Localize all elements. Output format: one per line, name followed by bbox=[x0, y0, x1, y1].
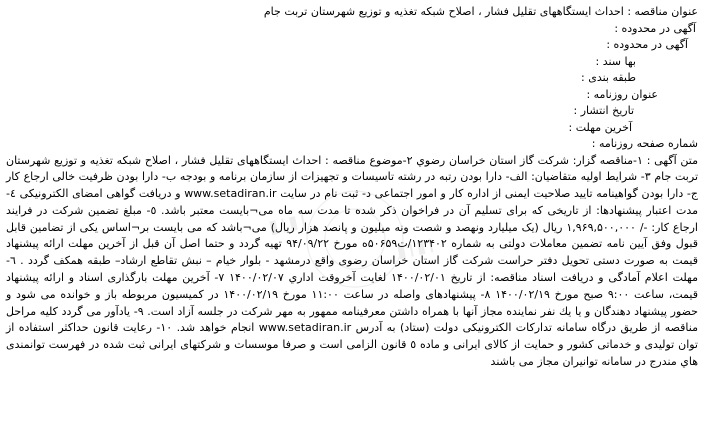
tender-title-row bbox=[6, 4, 698, 21]
tender-title-value: احداث ایستگاههای تقلیل فشار ، اصلاح شبکه تغذیه و توزیع شهرستان تربت جام bbox=[263, 5, 624, 18]
newspaper-title-row bbox=[6, 87, 698, 104]
newspaper-page-row bbox=[6, 136, 698, 153]
document-price-label: بها سند : bbox=[595, 54, 636, 68]
notice-body-label: متن آگهی : bbox=[646, 153, 698, 167]
ad-scope-row-2 bbox=[6, 37, 698, 54]
deadline-label: آخرین مهلت : bbox=[568, 120, 632, 134]
ad-scope-row-1 bbox=[6, 21, 698, 38]
tender-title-label: عنوان مناقصه : bbox=[627, 5, 698, 18]
document-price-row bbox=[6, 54, 698, 71]
ad-scope-label-1: آگهی در محدوده : bbox=[614, 21, 696, 35]
classification-row bbox=[6, 70, 698, 87]
newspaper-title-label: عنوان روزنامه : bbox=[586, 87, 658, 101]
classification-label: طبقه بندی : bbox=[581, 71, 636, 84]
publish-date-label: تاریخ انتشار : bbox=[573, 104, 634, 117]
ad-scope-label-2: آگهی در محدوده : bbox=[606, 38, 688, 51]
notice-body bbox=[6, 153, 698, 371]
publish-date-row bbox=[6, 103, 698, 120]
notice-body-text: ۱-مناقصه گزار: شرکت گاز استان خراسان رضوي ۲-موضوع مناقصه : احداث ایستگاههای تقلیل فشار ، اصلاح شبکه تغذیه و توزیع شهرستان تربت جام ۳- شرایط اولیه متقاضیان: الف- دارا بودن رتبه در رشته تاسیسات و تجهیزات از سازمان برنامه و بودجه ب- دارا بودن ظرفیت خالی ارجاع کار ج- دارا بودن گواهینامه تایید صلاحیت ایمنی از اداره کار و امور اجتماعی د- ثبت نام در سایت www.setadiran.ir و دریافت گواهی امضای الکترونیکی ٤- مدت اعتبار پیشنهادها: از تاریخی که برای تسلیم آن در فراخوان ذکر شده تا مدت سه ماه می¬بایست معتبر باشد. ٥- مبلغ تضمین شرکت در فرایند ارجاع کار: -/ ۱,۹۶۹,۵۰۰,۰۰۰ ریال (یک میلیارد ونهصد و شصت ونه میلیون و پانصد هزار ریال) می¬باشد که می بایست بر¬اساس یکی از تضامین قابل قبول وفق آیین نامه تضمین معاملات دولتی به شماره ۱۲۳۴۰۲/ت۵۰۶۵۹ه مورخ ۹۴/۰۹/۲۲ تهیه گردد و حتما اصل آن قبل از آخرین مهلت ارائه پیشنهاد قیمت به صورت دستی تحویل دفتر حراست شرکت گاز استان خراسان رضوی واقع درمشهد - بلوار خیام – نبش تقاطع ارشاد– طبقه همکف گردد . ٦- مهلت اعلام آمادگی و دریافت اسناد مناقصه: از تاریخ ۱۴۰۰/۰۲/۰۱ لغایت آخروقت اداري ۱۴۰۰/۰۲/۰۷ ۷- آخرین مهلت بارگذاری اسناد و ارائه پیشنهاد قیمت، ساعت ۹:۰۰ صبح مورخ ۱۴۰۰/۰۲/۱۹ ۸- پیشنهادهای واصله در ساعت ۱۱:۰۰ مورخ ۱۴۰۰/۰۲/۱۹ در کمیسیون مربوطه باز و خوانده می شود و حضور پیشنهاد دهندگان و یا یك نفر نماینده مجاز آنها با همراه داشتن معرفینامه ممهور به مهر شرکت در جلسه آزاد است. ۹- یادآور می گردد کلیه مراحل مناقصه از طریق درگاه سامانه تدارکات الکترونیکی دولت (ستاد) به آدرس www.setadiran.ir انجام خواهد شد. ۱۰- رعایت قانون حداکثر استفاده از توان تولیدی و خدماتی کشور و حمایت از کالای ایرانی و ماده ٥ قانون الزامی است و صرفا موسسات و شرکتهای ایرانی ثبت شده در فهرست توانمندی هاي مندرج در سامانه توانیران مجاز می باشند bbox=[6, 153, 699, 369]
tender-notice bbox=[6, 4, 698, 434]
deadline-row bbox=[6, 120, 698, 137]
newspaper-page-label: شماره صفحه روزنامه : bbox=[591, 137, 698, 150]
